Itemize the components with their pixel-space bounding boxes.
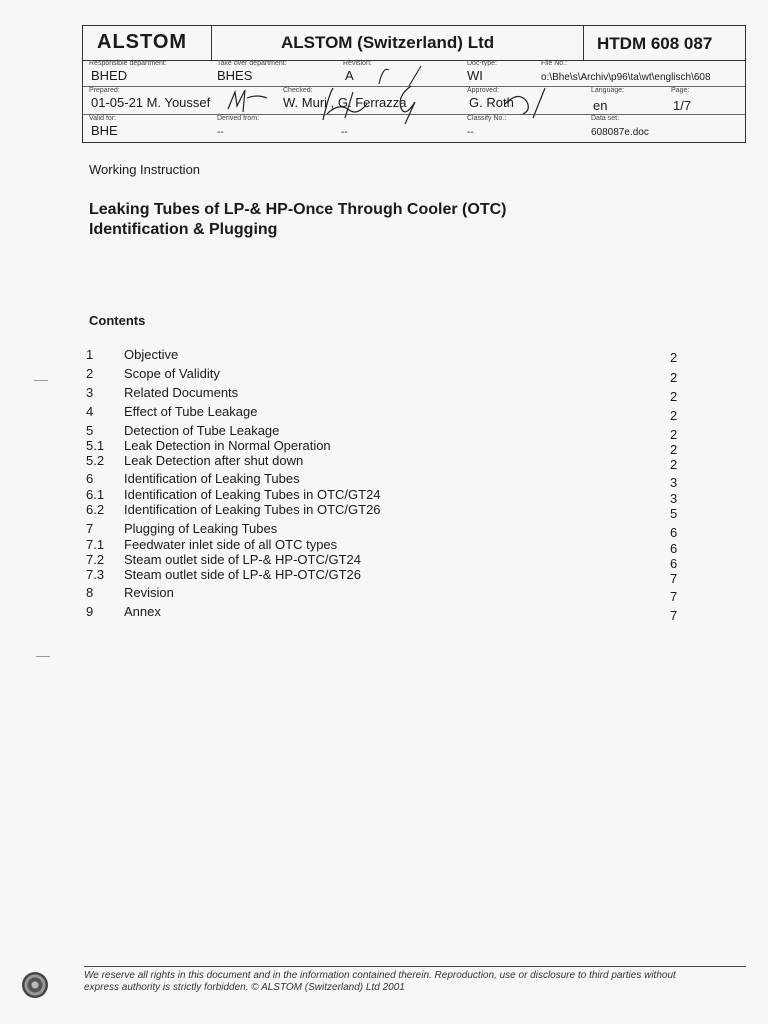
copyright-notice xyxy=(84,970,744,994)
toc-entry[interactable] xyxy=(86,487,686,506)
toc-title: Identification of Leaking Tubes in OTC/GT26 xyxy=(124,502,381,517)
checked-signature xyxy=(319,84,379,124)
data-set-value: 608087e.doc xyxy=(591,127,649,138)
toc-page-number: 6 xyxy=(670,556,678,571)
toc-title: Detection of Tube Leakage xyxy=(124,423,280,438)
prepared-signature xyxy=(223,84,283,114)
toc-page-number: 6 xyxy=(670,541,678,556)
page-label: Page: xyxy=(671,87,690,94)
revision-mark xyxy=(373,62,433,88)
binder-hole-icon xyxy=(22,972,48,998)
toc-title: Steam outlet side of LP-& HP-OTC/GT26 xyxy=(124,567,361,582)
checked-label: Checked: xyxy=(283,87,313,94)
document-header xyxy=(82,25,746,143)
toc-number: 6.2 xyxy=(86,502,105,517)
toc-title: Identification of Leaking Tubes in OTC/GT24 xyxy=(124,487,381,502)
toc-page-number: 3 xyxy=(670,491,678,506)
take-over-department-label: Take over department: xyxy=(217,60,287,67)
page-value: 1/7 xyxy=(673,98,692,113)
toc-page-number: 2 xyxy=(670,350,678,365)
copyright-line-2: express authority is strictly forbidden. © ALSTOM (Switzerland) Ltd 2001 xyxy=(84,982,405,993)
responsible-department-value: BHED xyxy=(91,68,128,83)
toc-title: Feedwater inlet side of all OTC types xyxy=(124,537,338,552)
toc-number: 5 xyxy=(86,423,94,438)
toc-page-number: 5 xyxy=(670,506,678,521)
toc-page-number: 2 xyxy=(670,427,678,442)
toc-entry[interactable] xyxy=(86,438,686,457)
toc-entry[interactable] xyxy=(86,585,686,604)
toc-entry[interactable] xyxy=(86,471,686,490)
toc-title: Related Documents xyxy=(124,385,239,400)
doc-type-value: WI xyxy=(467,68,483,83)
document-title xyxy=(89,200,506,240)
derived-from-label: Derived from: xyxy=(217,115,260,122)
approved-signature xyxy=(501,84,561,120)
toc-number: 6 xyxy=(86,471,94,486)
toc-number: 5.2 xyxy=(86,453,105,468)
toc-entry[interactable] xyxy=(86,423,686,442)
scan-mark xyxy=(36,656,50,657)
toc-number: 9 xyxy=(86,604,94,619)
toc-title: Objective xyxy=(124,347,179,362)
toc-number: 5.1 xyxy=(86,438,105,453)
data-set-label: Data set: xyxy=(591,115,620,122)
toc-entry[interactable] xyxy=(86,552,686,571)
toc-entry[interactable] xyxy=(86,567,686,586)
title-line-1: Leaking Tubes of LP-& HP-Once Through Cooler (OTC) xyxy=(89,201,507,218)
toc-entry[interactable] xyxy=(86,537,686,556)
toc-number: 4 xyxy=(86,404,94,419)
prepared-value: 01-05-21 M. Youssef xyxy=(91,95,211,110)
toc-number: 6.1 xyxy=(86,487,105,502)
language-value: en xyxy=(593,98,608,113)
toc-page-number: 3 xyxy=(670,475,678,490)
toc-page-number: 7 xyxy=(670,589,678,604)
responsible-department-label: Responsible department: xyxy=(89,60,167,67)
checked-value: W. Muri , G. Ferrazza xyxy=(283,95,407,110)
toc-title: Leak Detection in Normal Operation xyxy=(124,438,331,453)
classify-no-label: Classify No.: xyxy=(467,115,507,122)
toc-entry[interactable] xyxy=(86,453,686,472)
valid-for-value: BHE xyxy=(91,123,118,138)
toc-number: 1 xyxy=(86,347,94,362)
doc-type-label: Doc-type: xyxy=(467,60,497,67)
take-over-department-value: BHES xyxy=(217,68,253,83)
toc-number: 3 xyxy=(86,385,94,400)
toc-title: Identification of Leaking Tubes xyxy=(124,471,300,486)
toc-title: Leak Detection after shut down xyxy=(124,453,304,468)
scan-mark xyxy=(34,380,48,381)
valid-for-label: Valid for: xyxy=(89,115,117,122)
toc-number: 7.1 xyxy=(86,537,105,552)
toc-page-number: 2 xyxy=(670,389,678,404)
divider xyxy=(211,26,212,60)
classify-no-value: -- xyxy=(467,127,474,138)
toc-entry[interactable] xyxy=(86,366,686,385)
toc-page-number: 6 xyxy=(670,525,678,540)
toc-page-number: 2 xyxy=(670,370,678,385)
document-number: HTDM 608 087 xyxy=(597,34,713,53)
approved-value: G. Roth xyxy=(469,95,514,110)
checked-signature-2 xyxy=(391,82,431,126)
toc-number: 2 xyxy=(86,366,94,381)
toc-entry[interactable] xyxy=(86,604,686,623)
derived-from-value: -- xyxy=(217,127,224,138)
approved-label: Approved: xyxy=(467,87,499,94)
toc-page-number: 2 xyxy=(670,408,678,423)
toc-number: 7.3 xyxy=(86,567,105,582)
toc-title: Effect of Tube Leakage xyxy=(124,404,258,419)
toc-number: 7 xyxy=(86,521,94,536)
file-no-value: o:\Bhe\s\Archiv\p96\ta\wt\englisch\608 xyxy=(541,72,711,83)
toc-page-number: 7 xyxy=(670,571,678,586)
toc-title: Steam outlet side of LP-& HP-OTC/GT24 xyxy=(124,552,361,567)
company-name: ALSTOM (Switzerland) Ltd xyxy=(281,33,495,52)
revision-label: Revision: xyxy=(343,60,372,67)
toc-entry[interactable] xyxy=(86,521,686,540)
language-label: Language: xyxy=(591,87,625,94)
toc-number: 7.2 xyxy=(86,552,105,567)
toc-page-number: 2 xyxy=(670,457,678,472)
prepared-label: Prepared: xyxy=(89,87,120,94)
footer-divider xyxy=(84,966,746,967)
derived-revision-value: -- xyxy=(341,127,348,138)
toc-title: Annex xyxy=(124,604,161,619)
toc-entry[interactable] xyxy=(86,404,686,423)
toc-entry[interactable] xyxy=(86,385,686,404)
copyright-line-1: We reserve all rights in this document and in the information contained therein. Reproduction, use or disclosure to third parties without xyxy=(84,970,676,981)
toc-title: Plugging of Leaking Tubes xyxy=(124,521,278,536)
toc-page-number: 2 xyxy=(670,442,678,457)
contents-heading: Contents xyxy=(89,313,146,328)
file-no-label: File No.: xyxy=(541,60,568,67)
revision-value: A xyxy=(345,68,354,83)
toc-title: Revision xyxy=(124,585,174,600)
toc-page-number: 7 xyxy=(670,608,678,623)
toc-number: 8 xyxy=(86,585,94,600)
document-type-heading: Working Instruction xyxy=(89,162,201,177)
toc-entry[interactable] xyxy=(86,347,686,363)
toc-entry[interactable] xyxy=(86,502,686,521)
alstom-logo: ALSTOM xyxy=(97,31,188,53)
title-line-2: Identification & Plugging xyxy=(89,221,278,238)
divider xyxy=(583,26,584,60)
toc-title: Scope of Validity xyxy=(124,366,220,381)
